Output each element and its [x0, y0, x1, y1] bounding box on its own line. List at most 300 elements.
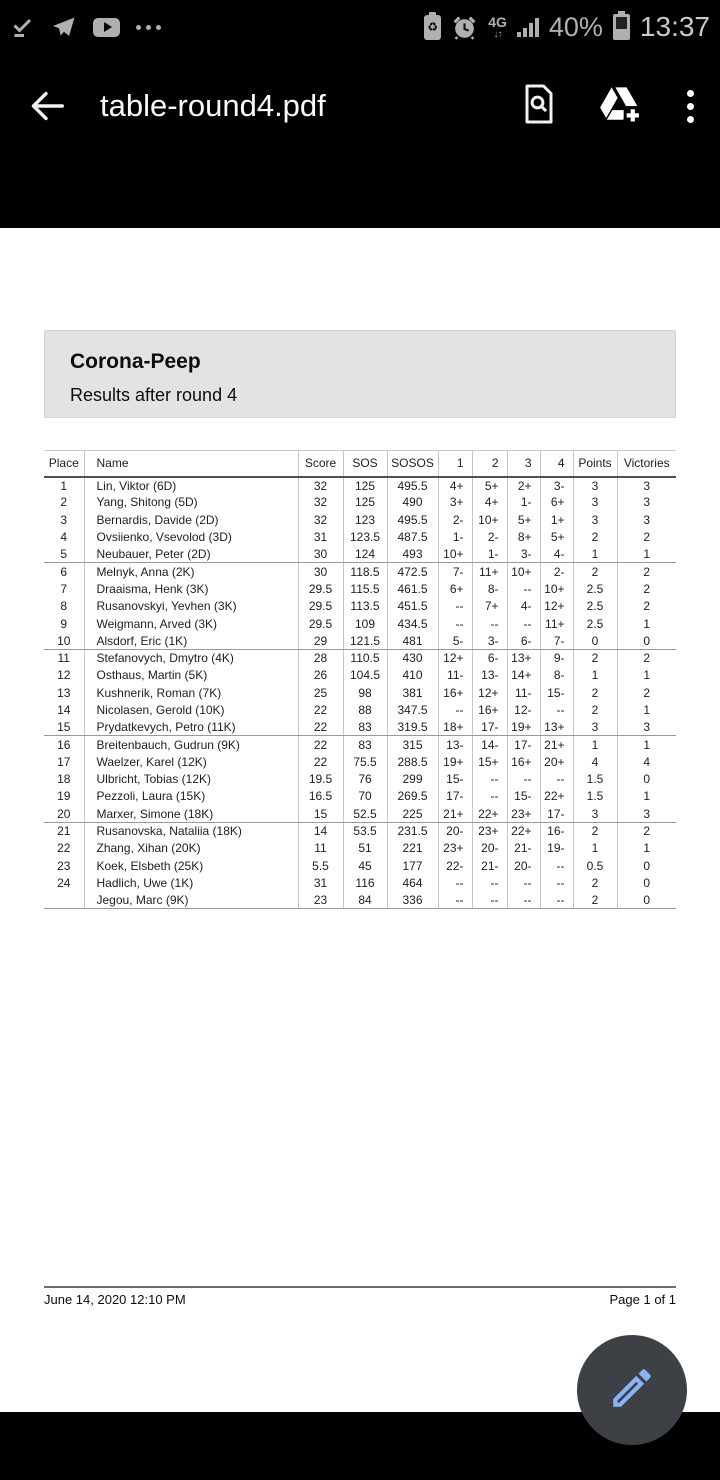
document-header-box — [44, 330, 676, 418]
table-cell: 347.5 — [387, 701, 438, 718]
table-cell: Lin, Viktor (6D) — [84, 477, 298, 494]
table-row — [44, 477, 676, 494]
column-header: 3 — [507, 451, 540, 477]
table-cell: 2 — [617, 649, 676, 666]
table-cell: -- — [472, 615, 507, 632]
table-cell: 0 — [617, 771, 676, 788]
table-cell: 2.5 — [573, 580, 617, 597]
table-cell: 2- — [438, 511, 472, 528]
table-cell: 12 — [57, 668, 71, 683]
table-cell: 3- — [540, 477, 573, 494]
table-cell: 26 — [298, 667, 343, 684]
table-cell: 29.5 — [298, 598, 343, 615]
table-cell: 19+ — [507, 719, 540, 736]
footer-timestamp: June 14, 2020 12:10 PM — [44, 1292, 186, 1307]
table-cell: 0 — [617, 632, 676, 649]
table-cell: 17- — [540, 805, 573, 822]
table-cell: 14- — [472, 736, 507, 753]
table-cell: 10 — [44, 632, 84, 649]
clock-label: 13:37 — [639, 11, 710, 42]
table-cell: -- — [507, 771, 540, 788]
table-row — [44, 822, 676, 839]
table-cell: Pezzoli, Laura (15K) — [84, 788, 298, 805]
table-cell: 2 — [573, 822, 617, 839]
table-cell: 22- — [438, 857, 472, 874]
table-cell: 23+ — [472, 822, 507, 839]
table-row — [44, 805, 676, 822]
table-cell: 7 — [60, 581, 68, 596]
table-cell: 70 — [343, 788, 387, 805]
table-cell: Zhang, Xihan (20K) — [84, 840, 298, 857]
table-row — [44, 649, 676, 666]
table-cell: 19.5 — [298, 771, 343, 788]
table-cell: 11+ — [472, 563, 507, 580]
table-cell: 8- — [540, 667, 573, 684]
tournament-title: Corona-Peep — [70, 350, 201, 373]
table-cell: 0 — [617, 874, 676, 891]
table-cell: 1.5 — [573, 788, 617, 805]
overflow-menu-button[interactable] — [683, 86, 698, 127]
table-cell: 1- — [507, 494, 540, 511]
table-cell: 493 — [387, 546, 438, 563]
table-cell: Nicolasen, Gerold (10K) — [84, 701, 298, 718]
table-cell: Marxer, Simone (18K) — [84, 805, 298, 822]
table-cell: 481 — [387, 632, 438, 649]
table-cell: 315 — [387, 736, 438, 753]
app-bar-actions — [521, 83, 698, 130]
table-cell: 434.5 — [387, 615, 438, 632]
table-cell: 1 — [617, 546, 676, 563]
table-cell: 495.5 — [387, 477, 438, 494]
table-cell: 269.5 — [387, 788, 438, 805]
table-cell: 115.5 — [343, 580, 387, 597]
page-footer — [44, 1286, 676, 1307]
table-cell: -- — [540, 857, 573, 874]
table-cell: 2 — [617, 598, 676, 615]
table-cell: 2 — [617, 822, 676, 839]
alarm-icon — [451, 14, 478, 41]
table-cell: 3 — [617, 719, 676, 736]
table-cell: Yang, Shitong (5D) — [84, 494, 298, 511]
table-cell: -- — [507, 874, 540, 891]
table-cell: 15- — [540, 684, 573, 701]
table-cell: 2 — [573, 563, 617, 580]
table-cell: 1 — [573, 546, 617, 563]
table-cell: Jegou, Marc (9K) — [84, 892, 298, 909]
edit-fab-button[interactable] — [577, 1335, 687, 1445]
network-4g-indicator — [488, 15, 507, 40]
table-cell: 17- — [438, 788, 472, 805]
table-cell: Ovsiienko, Vsevolod (3D) — [84, 528, 298, 545]
table-cell: 16+ — [438, 684, 472, 701]
table-row — [44, 788, 676, 805]
table-cell: 109 — [343, 615, 387, 632]
table-cell: 32 — [298, 477, 343, 494]
table-cell: 3 — [573, 477, 617, 494]
column-header: SOSOS — [387, 451, 438, 477]
table-cell: 30 — [298, 563, 343, 580]
edit-pencil-icon — [607, 1363, 657, 1418]
table-cell: 0 — [617, 892, 676, 909]
table-row — [44, 580, 676, 597]
table-cell: 5+ — [540, 528, 573, 545]
table-cell: 9- — [540, 649, 573, 666]
telegram-icon — [50, 15, 77, 39]
table-cell: 5+ — [472, 477, 507, 494]
table-cell: 32 — [298, 511, 343, 528]
table-cell: 8- — [472, 580, 507, 597]
table-cell: 2 — [60, 495, 68, 510]
table-cell: 11- — [507, 684, 540, 701]
table-row — [44, 892, 676, 909]
table-cell: 410 — [387, 667, 438, 684]
download-done-icon — [10, 15, 34, 39]
column-header: 2 — [472, 451, 507, 477]
table-cell: 24 — [57, 875, 71, 890]
table-cell: 29 — [298, 632, 343, 649]
table-cell: 1 — [617, 736, 676, 753]
pdf-page[interactable] — [0, 228, 720, 1412]
table-cell: 3 — [573, 805, 617, 822]
table-cell: 124 — [343, 546, 387, 563]
table-cell: 319.5 — [387, 719, 438, 736]
table-cell: 6- — [507, 632, 540, 649]
find-in-document-button[interactable] — [521, 83, 557, 130]
table-cell: 12+ — [438, 649, 472, 666]
table-cell: 45 — [343, 857, 387, 874]
table-cell: 6+ — [438, 580, 472, 597]
table-cell: 104.5 — [343, 667, 387, 684]
table-cell: 22 — [57, 841, 71, 856]
column-header: Place — [44, 451, 84, 477]
table-cell: 7- — [438, 563, 472, 580]
table-cell: 5 — [44, 546, 84, 563]
table-cell: 1 — [617, 840, 676, 857]
table-cell: 22 — [298, 719, 343, 736]
table-row — [44, 494, 676, 511]
table-cell: Draaisma, Henk (3K) — [84, 580, 298, 597]
table-cell: -- — [472, 892, 507, 909]
table-row — [44, 771, 676, 788]
table-cell: 7+ — [472, 598, 507, 615]
table-cell: 4 — [573, 753, 617, 770]
table-cell: 3 — [617, 805, 676, 822]
table-cell: 430 — [387, 649, 438, 666]
table-cell: 22+ — [540, 788, 573, 805]
table-cell: 1 — [617, 615, 676, 632]
table-cell: 21+ — [540, 736, 573, 753]
table-cell: 12+ — [540, 598, 573, 615]
table-cell: 31 — [298, 874, 343, 891]
table-cell: 0.5 — [573, 857, 617, 874]
table-cell: 231.5 — [387, 822, 438, 839]
table-cell: 14 — [298, 822, 343, 839]
table-cell: 7- — [540, 632, 573, 649]
table-cell: 451.5 — [387, 598, 438, 615]
table-cell: 1- — [438, 528, 472, 545]
column-header: Name — [84, 451, 298, 477]
table-cell: 14+ — [507, 667, 540, 684]
table-row — [44, 615, 676, 632]
table-cell: 1- — [472, 546, 507, 563]
table-cell: 23 — [57, 858, 71, 873]
table-row — [44, 632, 676, 649]
table-cell: -- — [472, 771, 507, 788]
table-cell: 15+ — [472, 753, 507, 770]
play-triangle — [104, 22, 112, 32]
table-cell: Stefanovych, Dmytro (4K) — [84, 649, 298, 666]
column-header: Victories — [617, 451, 676, 477]
table-cell: 98 — [343, 684, 387, 701]
table-cell: 116 — [343, 874, 387, 891]
table-cell: -- — [438, 874, 472, 891]
table-cell: 22+ — [507, 822, 540, 839]
table-cell: 20+ — [540, 753, 573, 770]
table-cell: 1 — [617, 788, 676, 805]
column-header: Score — [298, 451, 343, 477]
table-row — [44, 598, 676, 615]
status-bar — [0, 0, 720, 54]
table-row — [44, 874, 676, 891]
table-cell: Neubauer, Peter (2D) — [84, 546, 298, 563]
table-cell: 464 — [387, 874, 438, 891]
table-cell: -- — [540, 874, 573, 891]
table-cell: 23+ — [438, 840, 472, 857]
table-cell: -- — [438, 615, 472, 632]
table-cell: 15- — [438, 771, 472, 788]
table-cell: 21 — [57, 824, 71, 839]
table-cell: 487.5 — [387, 528, 438, 545]
table-cell: -- — [507, 892, 540, 909]
table-cell: Rusanovskyi, Yevhen (3K) — [84, 598, 298, 615]
table-cell: 29.5 — [298, 580, 343, 597]
table-cell: 3 — [617, 494, 676, 511]
table-cell: 15 — [298, 805, 343, 822]
table-cell: 381 — [387, 684, 438, 701]
table-cell: 2 — [617, 563, 676, 580]
table-cell: Hadlich, Uwe (1K) — [84, 874, 298, 891]
table-cell: 4+ — [472, 494, 507, 511]
table-cell: 53.5 — [343, 822, 387, 839]
youtube-icon — [93, 18, 120, 37]
table-cell: Koek, Elsbeth (25K) — [84, 857, 298, 874]
table-cell: -- — [438, 892, 472, 909]
table-cell: 22+ — [472, 805, 507, 822]
table-cell: 225 — [387, 805, 438, 822]
table-cell: 6 — [60, 564, 68, 579]
table-cell: -- — [472, 788, 507, 805]
table-cell: 472.5 — [387, 563, 438, 580]
table-cell: 16+ — [472, 701, 507, 718]
tournament-subtitle: Results after round 4 — [70, 385, 238, 405]
table-cell: 13- — [472, 667, 507, 684]
table-cell: 29.5 — [298, 615, 343, 632]
table-cell: 75.5 — [343, 753, 387, 770]
system-status-icons — [424, 11, 710, 43]
table-cell: 1 — [617, 701, 676, 718]
table-row — [44, 701, 676, 718]
table-cell: Osthaus, Martin (5K) — [84, 667, 298, 684]
footer-page-number: Page 1 of 1 — [609, 1292, 676, 1307]
table-row — [44, 840, 676, 857]
table-cell: 2 — [617, 528, 676, 545]
table-row — [44, 684, 676, 701]
table-cell: 13+ — [540, 719, 573, 736]
table-cell: 2- — [472, 528, 507, 545]
table-cell: -- — [507, 615, 540, 632]
table-cell: 1 — [60, 478, 68, 493]
table-cell: Kushnerik, Roman (7K) — [84, 684, 298, 701]
table-cell: 2 — [617, 684, 676, 701]
table-cell: 118.5 — [343, 563, 387, 580]
add-to-drive-button[interactable] — [597, 83, 643, 130]
table-cell: 11+ — [540, 615, 573, 632]
table-cell: -- — [507, 580, 540, 597]
table-cell: 15 — [44, 719, 84, 736]
table-cell: 18 — [57, 772, 71, 787]
table-cell: Bernardis, Davide (2D) — [84, 511, 298, 528]
table-cell: 121.5 — [343, 632, 387, 649]
table-cell: 2 — [573, 701, 617, 718]
table-cell: 113.5 — [343, 598, 387, 615]
table-cell: 88 — [343, 701, 387, 718]
table-cell: 6+ — [540, 494, 573, 511]
table-cell: Melnyk, Anna (2K) — [84, 563, 298, 580]
table-cell: Rusanovska, Nataliia (18K) — [84, 822, 298, 839]
file-title: table-round4.pdf — [100, 88, 326, 123]
table-cell: 17- — [507, 736, 540, 753]
table-cell: 11 — [298, 840, 343, 857]
table-cell: 288.5 — [387, 753, 438, 770]
table-cell: 2 — [573, 684, 617, 701]
table-cell: 2 — [573, 874, 617, 891]
table-cell: 125 — [343, 494, 387, 511]
table-cell: 3- — [472, 632, 507, 649]
table-cell: 3+ — [438, 494, 472, 511]
table-cell: -- — [540, 701, 573, 718]
table-cell: 3 — [573, 494, 617, 511]
table-cell: Waelzer, Karel (12K) — [84, 753, 298, 770]
table-cell: 6- — [472, 649, 507, 666]
results-table — [44, 450, 676, 909]
table-cell: 23 — [298, 892, 343, 909]
table-cell: 25 — [298, 684, 343, 701]
notification-icons — [10, 15, 161, 39]
table-cell: 10+ — [438, 546, 472, 563]
table-cell: 13- — [438, 736, 472, 753]
table-cell: 22 — [298, 736, 343, 753]
table-cell: 11 — [57, 651, 70, 666]
table-cell: 28 — [298, 649, 343, 666]
table-cell: 1.5 — [573, 771, 617, 788]
table-cell: 2.5 — [573, 598, 617, 615]
table-cell: 2 — [573, 892, 617, 909]
table-cell: 19 — [57, 789, 71, 804]
table-cell: 20- — [507, 857, 540, 874]
table-cell: 19+ — [438, 753, 472, 770]
table-cell: 21+ — [438, 805, 472, 822]
table-cell: 83 — [343, 736, 387, 753]
battery-percent-label: 40% — [548, 11, 603, 42]
table-cell: 20 — [44, 805, 84, 822]
column-header: SOS — [343, 451, 387, 477]
table-cell: 1 — [617, 667, 676, 684]
table-cell: Prydatkevych, Petro (11K) — [84, 719, 298, 736]
more-notifications-icon — [136, 25, 161, 30]
table-cell: 5.5 — [298, 857, 343, 874]
table-cell: Weigmann, Arved (3K) — [84, 615, 298, 632]
table-cell: 16.5 — [298, 788, 343, 805]
table-cell: Ulbricht, Tobias (12K) — [84, 771, 298, 788]
table-cell: 2- — [540, 563, 573, 580]
table-cell: 8+ — [507, 528, 540, 545]
table-cell: 10+ — [540, 580, 573, 597]
table-cell: 4 — [617, 753, 676, 770]
table-cell: 123.5 — [343, 528, 387, 545]
table-cell: 2 — [573, 649, 617, 666]
table-cell: Alsdorf, Eric (1K) — [84, 632, 298, 649]
table-cell: 4+ — [438, 477, 472, 494]
table-cell: 21- — [507, 840, 540, 857]
table-cell: 13 — [57, 685, 71, 700]
table-cell: -- — [540, 892, 573, 909]
column-header: 1 — [438, 451, 472, 477]
table-cell: 31 — [298, 528, 343, 545]
table-row — [44, 753, 676, 770]
table-cell: 4 — [60, 530, 68, 545]
battery-icon — [613, 14, 630, 40]
table-cell: 4- — [540, 546, 573, 563]
table-cell: 1 — [573, 840, 617, 857]
table-cell: 0 — [617, 857, 676, 874]
table-cell: 51 — [343, 840, 387, 857]
table-cell: 3 — [573, 511, 617, 528]
table-cell: 52.5 — [343, 805, 387, 822]
table-cell: 3 — [617, 477, 676, 494]
table-cell: 22 — [298, 753, 343, 770]
table-cell: 14 — [57, 703, 71, 717]
table-cell: 8 — [60, 599, 68, 614]
column-header: 4 — [540, 451, 573, 477]
network-type-label: 4G — [488, 13, 507, 30]
table-cell: 20- — [438, 822, 472, 839]
table-cell: 19- — [540, 840, 573, 857]
table-row — [44, 667, 676, 684]
table-cell: -- — [438, 598, 472, 615]
table-cell: 16- — [540, 822, 573, 839]
table-cell: 10+ — [472, 511, 507, 528]
table-cell: 125 — [343, 477, 387, 494]
back-button[interactable] — [22, 83, 68, 129]
table-cell: 16+ — [507, 753, 540, 770]
table-cell: 76 — [343, 771, 387, 788]
table-header-row — [44, 451, 676, 477]
table-cell: 83 — [343, 719, 387, 736]
table-cell: 3 — [617, 511, 676, 528]
signal-bars-icon — [517, 17, 539, 37]
battery-empty-portion — [616, 17, 627, 29]
table-cell: 84 — [343, 892, 387, 909]
table-cell: 2 — [617, 580, 676, 597]
column-header: Points — [573, 451, 617, 477]
table-cell: 17 — [57, 754, 71, 769]
table-cell: 495.5 — [387, 511, 438, 528]
table-row — [44, 546, 676, 563]
table-cell: 221 — [387, 840, 438, 857]
table-cell: 3- — [507, 546, 540, 563]
table-cell: 490 — [387, 494, 438, 511]
table-row — [44, 563, 676, 580]
